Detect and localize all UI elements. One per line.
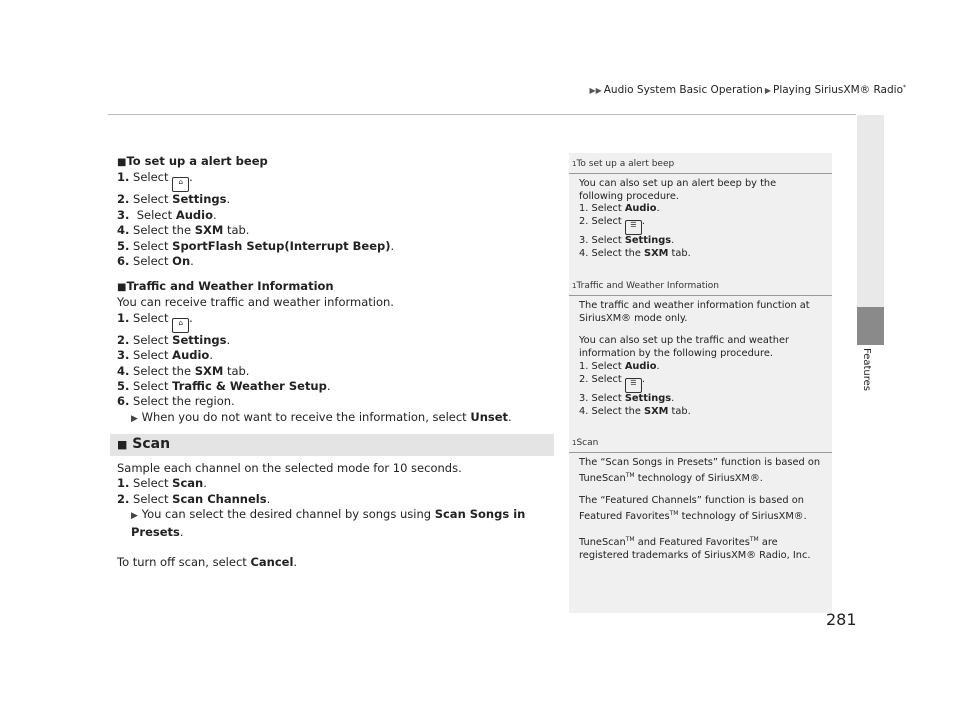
step-6: 6. Select the region. [117,394,235,409]
step-1: 1. Select ⌂ . [117,170,557,192]
section-intro: You can receive traffic and weather information. [117,295,394,310]
note-alert-beep [569,155,832,261]
note-paragraph-3: TuneScan™ and Featured Favorites™ are registered trademarks of SiriusXM® Radio, Inc. [579,535,811,561]
note-scan [569,434,832,563]
section-title: ■Traffic and Weather Information [117,279,334,293]
step-3: 3. Select Audio. [117,207,217,222]
note-body-2: You can also set up the traffic and weather information by the following procedure. [579,335,790,360]
note-marker-icon: 1 [572,282,577,290]
step-4: 4. Select the SXM tab. [117,223,250,238]
section-intro: Sample each channel on the selected mode for 10 seconds. [117,461,462,475]
note-paragraph-1: The “Scan Songs in Presets” function is based on TuneScan™ technology of SiriusXM®. [579,456,821,484]
note-marker-icon: 1 [572,160,577,168]
square-bullet-icon: ■ [117,282,127,293]
side-tab-track [857,115,884,307]
square-bullet-icon: ■ [117,438,128,451]
note-body: You can also set up an alert beep by the following procedure. [579,177,777,202]
note-step-3: 3. Select Settings. [579,392,675,404]
note-title: 1To set up a alert beep [569,155,832,174]
arrow-right-icon: ▶ [131,413,138,424]
note-step-2: 2. Select ☰ . [579,374,822,393]
page-number: 281 [826,610,857,629]
note-title: 1Traffic and Weather Information [569,277,832,296]
step-2: 2. Select Settings. [117,192,231,207]
section-scan [117,461,557,570]
note-step-2: 2. Select ☰ . [579,216,822,235]
sub-step: ▶ When you do not want to receive the information, select Unset. [131,409,512,424]
note-step-4: 4. Select the SXM tab. [579,247,691,259]
note-body-1: The traffic and weather information function at SiriusXM® mode only. [579,299,810,324]
step-3: 3. Select Audio. [117,348,213,363]
step-5: 5. Select SportFlash Setup(Interrupt Beep). [117,238,395,253]
side-tab-marker [857,307,884,345]
section-alert-beep [117,154,557,269]
header-rule [108,114,856,115]
scan-heading: ■ Scan [117,436,171,452]
note-step-1: 1. Select Audio. [579,203,660,215]
note-marker-icon: 1 [572,439,577,447]
section-traffic [117,279,557,427]
sub-step: ▶ You can select the desired channel by songs using Scan Songs in Presets. [131,507,526,539]
square-bullet-icon: ■ [117,157,127,168]
notes-panel [569,153,832,613]
home-icon: ⌂ [172,318,189,333]
step-1: 1. Select Scan. [117,476,207,491]
breadcrumb-item-1: Audio System Basic Operation [603,84,763,96]
step-6: 6. Select On. [117,254,194,269]
note-step-3: 3. Select Settings. [579,235,675,247]
scan-off-instruction: To turn off scan, select Cancel. [117,555,298,570]
step-1: 1. Select ⌂ . [117,311,557,333]
breadcrumb-item-2: Playing SiriusXM® Radio [772,84,903,96]
note-traffic [569,277,832,418]
note-paragraph-2: The “Featured Channels” function is based on Featured Favorites™ technology of SiriusXM®. [579,495,807,523]
home-icon: ⌂ [172,177,189,192]
side-tab-label-wrap [861,348,872,391]
step-2: 2. Select Settings. [117,332,231,347]
menu-icon: ☰ [625,220,642,235]
note-step-1: 1. Select Audio. [579,360,660,372]
step-4: 4. Select the SXM tab. [117,363,250,378]
side-tab-label: Features [861,348,872,391]
arrow-right-icon: ▶ [131,511,138,522]
scan-heading-bar [110,434,554,456]
breadcrumb-arrow-icon: ▶▶ [589,86,602,95]
section-title: ■To set up a alert beep [117,154,268,168]
note-step-4: 4. Select the SXM tab. [579,405,691,417]
breadcrumb-arrow-icon: ▶ [764,86,771,95]
breadcrumb [0,84,906,96]
note-title: 1Scan [569,434,832,453]
menu-icon: ☰ [625,378,642,393]
step-2: 2. Select Scan Channels. [117,491,271,506]
breadcrumb-mark: * [903,84,906,91]
step-5: 5. Select Traffic & Weather Setup. [117,379,331,394]
